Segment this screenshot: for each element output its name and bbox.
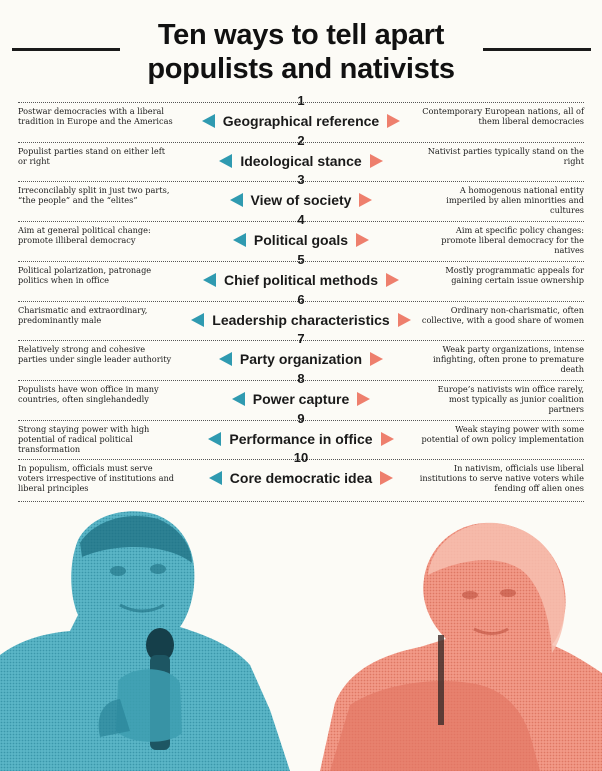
populist-description: Populists have won office in many countries, often singlehandedly [18,383,159,404]
right-arrow-icon [370,154,383,168]
comparison-row [0,372,602,412]
title-rule-left [12,48,120,51]
row-number: 4 [297,212,305,228]
right-arrow-icon [356,233,369,247]
nativist-description: Nativist parties typically stand on the right [427,145,584,166]
populist-description: Strong staying power with high potential of radical political transformation [18,423,150,454]
nativist-description: Aim at specific policy changes: promote liberal democracy for the natives [441,225,584,256]
left-arrow-icon [230,193,243,207]
left-arrow-icon [208,432,221,446]
nativist-description: Ordinary non-charismatic, often collective, with a good share of women [421,304,584,325]
row-number: 1 [297,93,305,108]
title-rule-right [483,48,591,51]
row-heading [170,312,432,328]
row-label: Ideological stance [240,152,362,169]
right-arrow-icon [357,392,370,406]
row-number: 3 [297,172,305,188]
nativist-description: Contemporary European nations, all of them liberal democracies [422,106,584,126]
left-arrow-icon [191,313,204,327]
populist-leader-photo [0,511,290,771]
right-arrow-icon [387,114,400,128]
photo-illustration [0,505,602,771]
comparison-row [0,134,602,174]
bottom-divider [18,501,584,502]
row-label: Core democratic idea [229,470,373,487]
row-number: 2 [297,132,305,148]
comparison-row [0,331,602,375]
nativist-description: In nativism, officials use liberal institutions to serve native voters while fending off alien ones [419,463,584,494]
row-label: Leadership characteristics [212,311,390,328]
row-number: 10 [293,450,309,466]
nativist-description: A homogenous national entity imperiled by alien minorities and cultures [446,185,584,216]
left-arrow-icon [219,352,232,366]
row-label: Chief political methods [223,271,378,288]
populist-description: Populist parties stand on either left or right [18,145,166,166]
right-arrow-icon [398,313,411,327]
comparison-row [0,412,602,452]
comparison-row [0,293,602,333]
row-heading [170,232,432,248]
populist-description: Irreconcilably split in just two parts, “the people” and the “elites” [18,185,170,206]
left-arrow-icon [219,154,232,168]
row-heading [170,192,432,208]
row-heading [170,391,432,407]
populist-description: In populism, officials must serve voters irrespective of institutions and liberal principles [18,463,174,494]
populist-description: Aim at general political change: promote illiberal democracy [18,225,151,246]
comparison-row [0,172,602,216]
populist-description: Political polarization, patronage politics when in office [18,264,152,285]
populist-description: Relatively strong and cohesive parties under single leader authority [18,344,172,365]
row-label: Geographical reference [222,113,380,129]
row-heading [170,351,432,367]
left-arrow-icon [233,233,246,247]
row-heading [170,153,432,169]
left-arrow-icon [202,114,215,128]
title-area [0,18,602,90]
right-arrow-icon [380,471,393,485]
comparison-row [0,212,602,256]
row-label: View of society [250,192,352,209]
row-label: Political goals [253,232,349,249]
nativist-description: Weak staying power with some potential of own policy implementation [421,423,584,444]
nativist-description: Mostly programmatic appeals for gaining certain issue ownership [445,264,584,285]
row-number: 7 [297,331,305,347]
nativist-description: Weak party organizations, intense infighting, often prone to premature death [432,344,584,375]
row-heading [170,431,432,447]
nativist-description: Europe’s nativists win office rarely, most typically as junior coalition partners [437,383,584,414]
row-heading [170,113,432,129]
right-arrow-icon [386,273,399,287]
comparison-row [0,450,602,494]
row-number: 8 [297,370,305,386]
nativist-leader-photo [320,523,602,771]
left-arrow-icon [232,392,245,406]
page-title: Ten ways to tell apart populists and nativists [147,19,455,85]
row-heading [170,470,432,486]
row-number: 6 [297,291,305,307]
row-heading [170,272,432,288]
comparison-row [0,253,602,293]
populist-description: Postwar democracies with a liberal tradition in Europe and the Americas [18,106,173,126]
row-label: Party organization [239,351,363,368]
row-label: Power capture [252,390,350,407]
right-arrow-icon [381,432,394,446]
row-number: 9 [297,410,305,426]
left-arrow-icon [203,273,216,287]
right-arrow-icon [370,352,383,366]
populist-description: Charismatic and extraordinary, predominantly male [18,304,148,325]
right-arrow-icon [359,193,372,207]
left-arrow-icon [209,471,222,485]
comparison-row [0,94,602,134]
row-label: Performance in office [229,430,373,447]
row-number: 5 [297,251,305,267]
